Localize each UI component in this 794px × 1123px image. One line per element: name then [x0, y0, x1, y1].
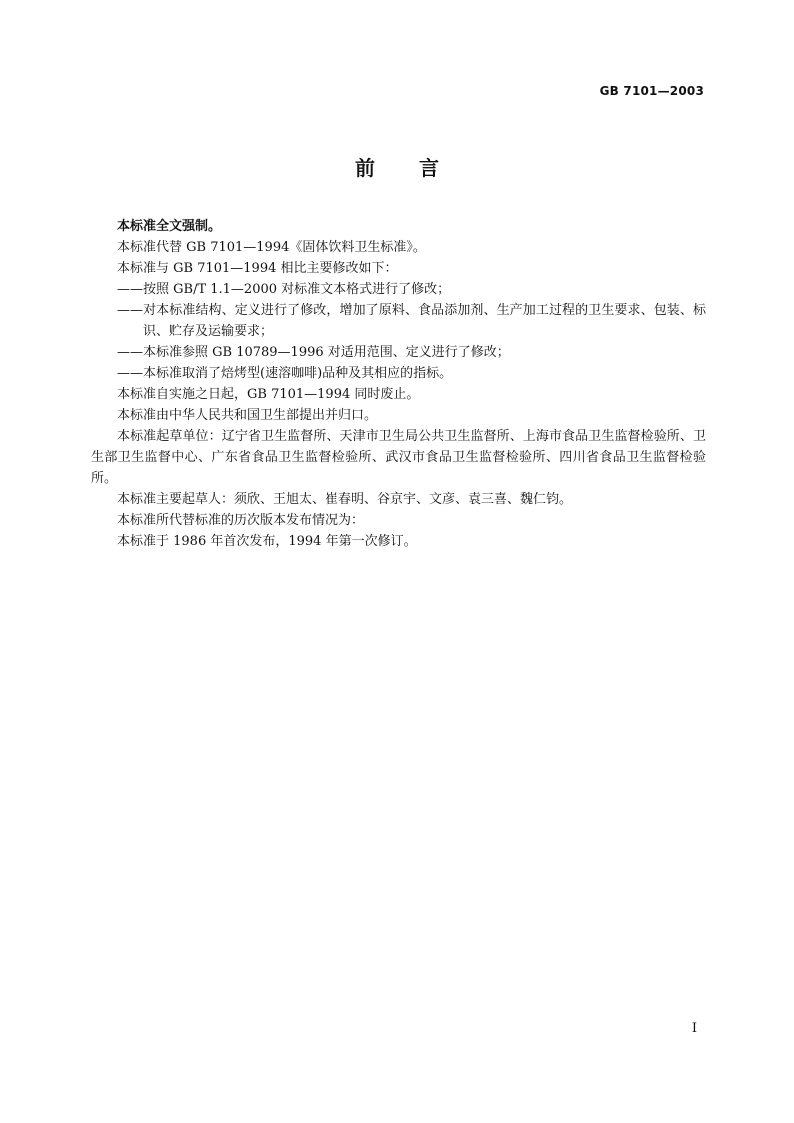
change-item-1 [91, 279, 706, 300]
change-item-4 [91, 363, 706, 384]
change-item-text: 对本标准结构、定义进行了修改，增加了原料、食品添加剂、生产加工过程的卫生要求、包装、标识、贮存及运输要求； [143, 303, 706, 339]
page-number: I [691, 1021, 697, 1036]
drafting-units: 本标准起草单位：辽宁省卫生监督所、天津市卫生局公共卫生监督所、上海市食品卫生监督检验所、卫生部卫生监督中心、广东省食品卫生监督检验所、武汉市食品卫生监督检验所、四川省食品卫生监督检验所。 [91, 429, 706, 486]
replacement-statement: 本标准代替 GB 7101—1994《固体饮料卫生标准》。 [117, 240, 426, 255]
dash-marker: —— [117, 282, 143, 297]
dash-marker: —— [117, 366, 143, 381]
change-item-text: 按照 GB/T 1.1—2000 对标准文本格式进行了修改； [143, 282, 451, 297]
page-title: 前言 [355, 156, 483, 180]
change-item-text: 本标准取消了焙烤型(速溶咖啡)品种及其相应的指标。 [143, 366, 453, 381]
main-drafters: 本标准主要起草人：须欣、王旭太、崔春明、谷京宇、文彦、袁三喜、魏仁钧。 [117, 492, 573, 507]
history-statement: 本标准于 1986 年首次发布，1994 年第一次修订。 [117, 534, 417, 549]
proposer-statement: 本标准由中华人民共和国卫生部提出并归口。 [117, 408, 378, 423]
change-item-text: 本标准参照 GB 10789—1996 对适用范围、定义进行了修改； [143, 345, 510, 360]
mandatory-statement: 本标准全文强制。 [117, 219, 222, 234]
change-item-3 [91, 342, 706, 363]
change-item-2 [91, 300, 706, 342]
abolition-statement: 本标准自实施之日起，GB 7101—1994 同时废止。 [117, 387, 420, 402]
history-intro: 本标准所代替标准的历次版本发布情况为： [117, 513, 365, 528]
dash-marker: —— [117, 303, 143, 318]
dash-marker: —— [117, 345, 143, 360]
changes-intro: 本标准与 GB 7101—1994 相比主要修改如下： [117, 261, 398, 276]
standard-code: GB 7101—2003 [599, 84, 704, 98]
foreword-body [91, 216, 706, 552]
